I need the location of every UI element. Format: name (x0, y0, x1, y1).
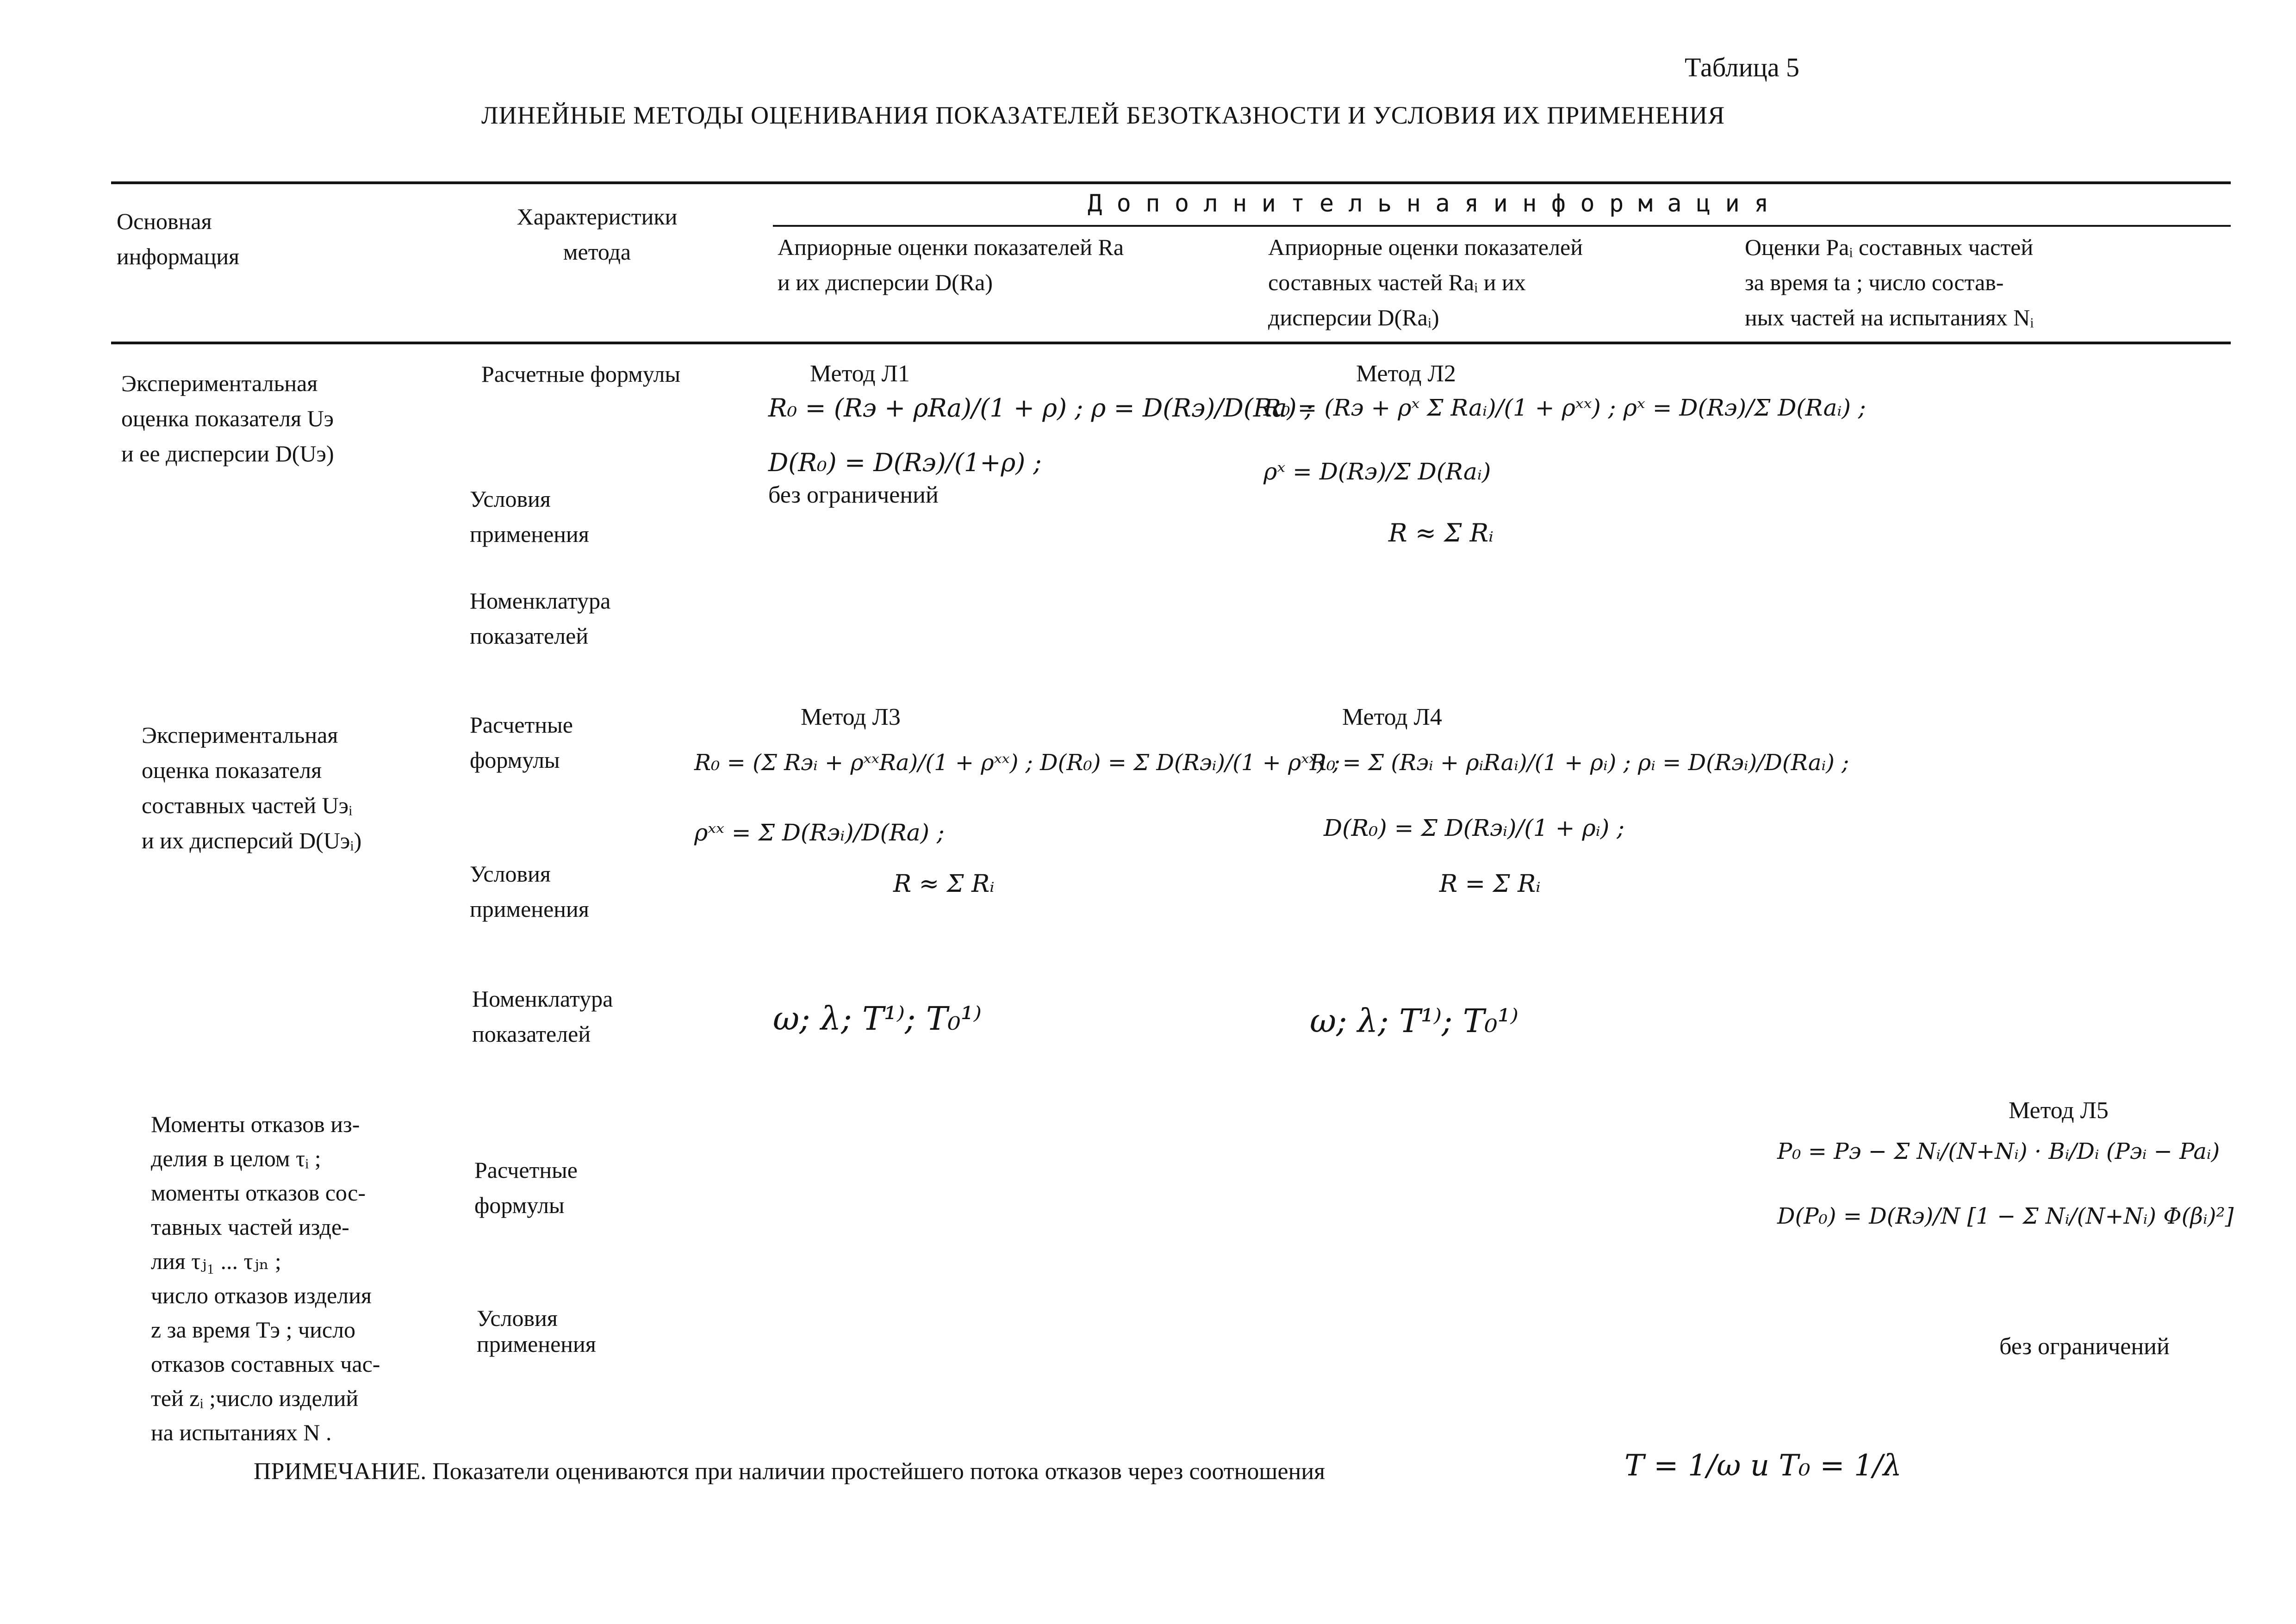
section1-basic-line3: и ее дисперсии D(Uэ) (121, 441, 334, 467)
section3-conditions-line1: Условия (477, 1305, 558, 1331)
section3-basic (151, 1107, 380, 1450)
method-l1-name: Метод Л1 (810, 361, 910, 387)
section2-formulas-label (470, 707, 573, 778)
method-l2-name: Метод Л2 (1356, 361, 1456, 387)
header-main-info (117, 204, 239, 274)
section1-basic (121, 366, 334, 471)
method-l2-formula2: ρˣ = D(Rэ)/Σ D(Raᵢ) (1263, 458, 1491, 485)
header-col2 (1268, 230, 1583, 335)
header-col1-line1: Априорные оценки показателей Rа (778, 234, 1124, 260)
section3-basic-line6: число отказов изделия (151, 1282, 372, 1308)
section3-formulas-line1: Расчетные (474, 1157, 578, 1183)
additional-info-rule (773, 225, 2231, 227)
method-l3-nomenclature: ω; λ; T¹⁾; T₀¹⁾ (773, 1000, 982, 1038)
header-bottom-rule (111, 342, 2231, 344)
section2-conditions-label (470, 856, 589, 927)
section1-basic-line2: оценка показателя Uэ (121, 405, 334, 431)
method-l1-condition: без ограничений (768, 482, 939, 508)
section1-conditions-label (470, 481, 589, 552)
section2-nomenclature-line2: показателей (472, 1021, 591, 1047)
header-col3 (1745, 230, 2034, 335)
section1-basic-line1: Экспериментальная (121, 370, 318, 396)
section3-conditions-line2: применения (477, 1331, 596, 1357)
method-l3-formula3: R ≈ Σ Rᵢ (893, 870, 995, 898)
section3-basic-line1: Моменты отказов из- (151, 1111, 360, 1137)
header-col3-line3: ных частей на испытаниях Nᵢ (1745, 305, 2034, 330)
header-col1-line2: и их дисперсии D(Rа) (778, 269, 993, 295)
section1-nomenclature-label (470, 583, 610, 653)
section2-basic-line1: Экспериментальная (142, 722, 338, 748)
section3-basic-line5: лия τⱼ₁ ... τⱼₙ ; (151, 1248, 281, 1274)
section3-formulas-line2: формулы (474, 1192, 565, 1218)
method-l4-formula1: R₀ = Σ (Rэᵢ + ρᵢRaᵢ)/(1 + ρᵢ) ; ρᵢ = D(Rэᵢ)/D(Raᵢ) ; (1310, 750, 1849, 776)
section2-conditions-line1: Условия (470, 861, 551, 887)
method-l4-name: Метод Л4 (1342, 704, 1442, 730)
section1-formulas-label: Расчетные формулы (481, 361, 681, 387)
section2-nomenclature-label (472, 981, 613, 1052)
header-col1 (778, 230, 1124, 300)
header-col2-line3: дисперсии D(Raᵢ) (1268, 305, 1439, 330)
section1-nomenclature-line2: показателей (470, 623, 589, 649)
method-l1-formula2: D(R₀) = D(Rэ)/(1+ρ) ; (768, 448, 1042, 477)
method-l3-formula2: ρˣˣ = Σ D(Rэᵢ)/D(Rа) ; (694, 819, 945, 846)
method-l3-formula1: R₀ = (Σ Rэᵢ + ρˣˣRа)/(1 + ρˣˣ) ; D(R₀) = Σ D(Rэᵢ)/(1 + ρˣˣ) ; (694, 750, 1340, 776)
header-col3-line2: за время tа ; число состав- (1745, 269, 2004, 295)
header-col2-line1: Априорные оценки показателей (1268, 234, 1583, 260)
section2-conditions-line2: применения (470, 896, 589, 922)
section1-conditions-line2: применения (470, 521, 589, 547)
method-l4-formula3: R = Σ Rᵢ (1439, 870, 1541, 898)
header-main-info-line1: Основная (117, 208, 212, 234)
section3-basic-line3: моменты отказов сос- (151, 1180, 366, 1206)
method-l5-formula2: D(P₀) = D(Rэ)/N [1 − Σ Nᵢ/(N+Nᵢ) Φ(βᵢ)²] (1777, 1203, 2234, 1229)
header-method-chars (500, 199, 694, 269)
note-formula: T = 1/ω и T₀ = 1/λ (1624, 1449, 1902, 1483)
section3-basic-line7: z за время Tэ ; число (151, 1317, 356, 1343)
section1-conditions-line1: Условия (470, 486, 551, 512)
method-l1-formula1: R₀ = (Rэ + ρRа)/(1 + ρ) ; ρ = D(Rэ)/D(Rа) ; (768, 393, 1313, 423)
section2-basic-line4: и их дисперсий D(Uэᵢ) (142, 828, 362, 853)
page-title: ЛИНЕЙНЫЕ МЕТОДЫ ОЦЕНИВАНИЯ ПОКАЗАТЕЛЕЙ БЕЗОТКАЗНОСТИ И УСЛОВИЯ ИХ ПРИМЕНЕНИЯ (481, 101, 1725, 129)
header-col2-line2: составных частей Raᵢ и их (1268, 269, 1526, 295)
section2-basic (142, 717, 361, 858)
method-l2-formula3: R ≈ Σ Rᵢ (1388, 518, 1494, 548)
note-text: ПРИМЕЧАНИЕ. Показатели оцениваются при наличии простейшего потока отказов через соотношения (254, 1458, 1325, 1485)
table-label: Таблица 5 (1685, 52, 1800, 82)
method-l5-formula1: P₀ = Pэ − Σ Nᵢ/(N+Nᵢ) · Bᵢ/Dᵢ (Pэᵢ − Paᵢ) (1777, 1139, 2220, 1164)
header-main-info-line2: информация (117, 243, 240, 269)
method-l2-formula1: R₀ = (Rэ + ρˣ Σ Raᵢ)/(1 + ρˣˣ) ; ρˣ = D(Rэ)/Σ D(Raᵢ) ; (1263, 394, 1866, 421)
section3-basic-line2: делия в целом τᵢ ; (151, 1145, 321, 1171)
section1-nomenclature-line1: Номенклатура (470, 588, 611, 614)
header-method-chars-line2: метода (563, 239, 631, 265)
method-l3-name: Метод Л3 (801, 704, 901, 730)
section2-basic-line3: составных частей Uэᵢ (142, 792, 353, 818)
section2-nomenclature-line1: Номенклатура (472, 986, 613, 1012)
method-l4-formula2: D(R₀) = Σ D(Rэᵢ)/(1 + ρᵢ) ; (1324, 815, 1625, 841)
method-l5-condition: без ограничений (1999, 1333, 2170, 1360)
section3-basic-line4: тавных частей изде- (151, 1214, 349, 1240)
section3-basic-line10: на испытаниях N . (151, 1419, 332, 1445)
section2-formulas-line2: формулы (470, 747, 560, 773)
section3-basic-line9: тей zᵢ ;число изделий (151, 1385, 359, 1411)
header-method-chars-line1: Характеристики (516, 204, 678, 230)
section2-formulas-line1: Расчетные (470, 712, 573, 738)
section3-basic-line8: отказов составных час- (151, 1351, 380, 1377)
method-l4-nomenclature: ω; λ; T¹⁾; T₀¹⁾ (1310, 1002, 1518, 1040)
top-rule (111, 181, 2231, 184)
section3-conditions-label (477, 1305, 596, 1357)
header-col3-line1: Оценки Paᵢ составных частей (1745, 234, 2034, 260)
header-additional-info: Д о п о л н и т е л ь н а я и н ф о р м а ц и я (1088, 190, 1769, 218)
section3-formulas-label (474, 1152, 578, 1223)
method-l5-name: Метод Л5 (2009, 1097, 2109, 1124)
section2-basic-line2: оценка показателя (142, 757, 322, 783)
